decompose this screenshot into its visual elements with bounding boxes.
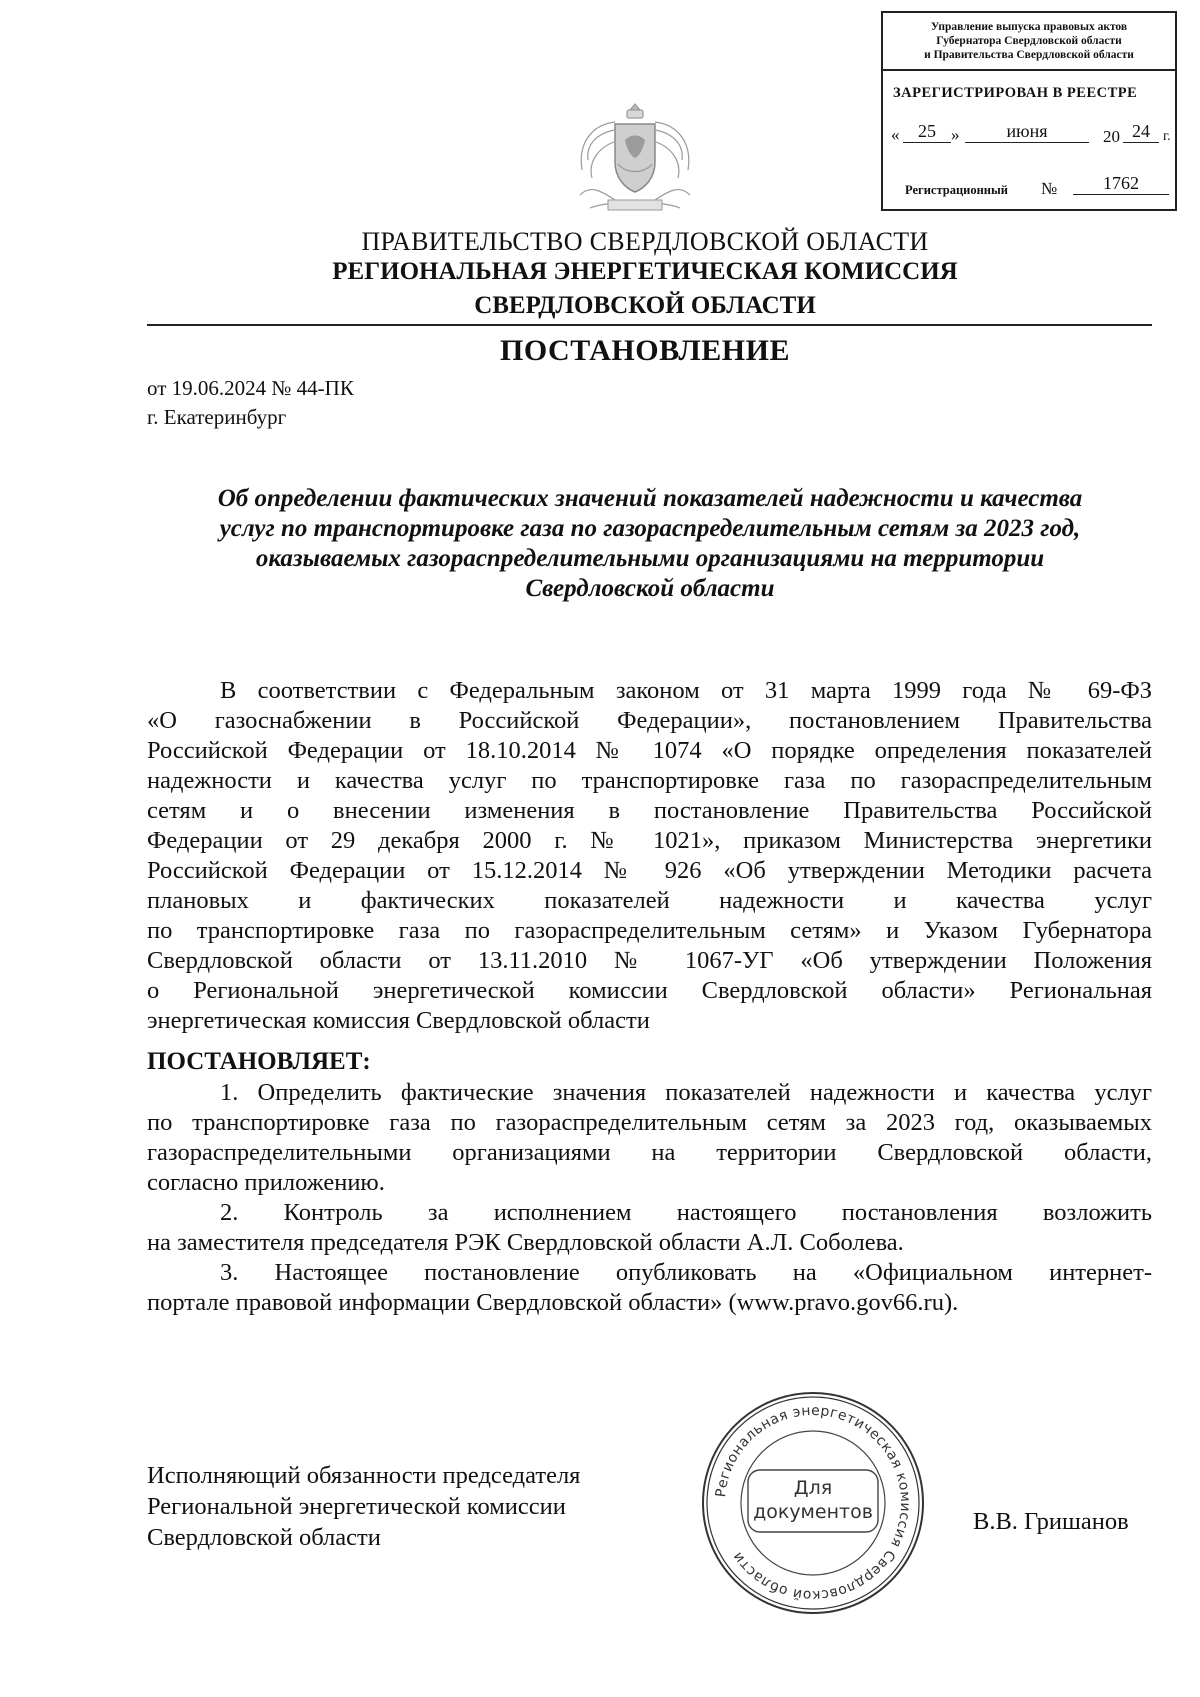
preamble-line: сетям и о внесении изменения в постановление Правительства Российской xyxy=(147,797,1152,824)
preamble-line: энергетическая комиссия Свердловской области xyxy=(147,1007,650,1034)
document-date-number: от 19.06.2024 № 44-ПК xyxy=(147,376,354,400)
preamble xyxy=(147,676,1152,1036)
seal-center-line1: Для xyxy=(793,1477,833,1499)
preamble-line: о Региональной энергетической комиссии Свердловской области» Региональная xyxy=(147,977,1152,1004)
preamble-line: по транспортировке газа по газораспределительным сетям» и Указом Губернатора xyxy=(147,917,1152,944)
signatory-name: В.В. Гришанов xyxy=(973,1508,1129,1535)
preamble-line: Федерации от 29 декабря 2000 г. № 1021», приказом Министерства энергетики xyxy=(147,827,1152,854)
preamble-line: Свердловской области от 13.11.2010 № 1067-УГ «Об утверждении Положения xyxy=(147,947,1152,974)
document-city: г. Екатеринбург xyxy=(147,405,287,429)
preamble-line: плановых и фактических показателей надежности и качества услуг xyxy=(147,887,1152,914)
registration-status: ЗАРЕГИСТРИРОВАН В РЕЕСТРЕ xyxy=(893,85,1138,101)
preamble-line: надежности и качества услуг по транспортировке газа по газораспределительным xyxy=(147,767,1152,794)
resolve-heading: ПОСТАНОВЛЯЕТ: xyxy=(147,1048,371,1075)
subject-line: Об определении фактических значений показателей надежности и качества xyxy=(217,485,1083,512)
commission-name-line1: РЕГИОНАЛЬНАЯ ЭНЕРГЕТИЧЕСКАЯ КОМИССИЯ xyxy=(332,258,958,285)
registration-number-label: Регистрационный xyxy=(905,183,1008,197)
registration-month: июня xyxy=(965,121,1089,143)
registration-authority-line: и Правительства Свердловской области xyxy=(924,49,1134,61)
official-seal xyxy=(700,1390,926,1616)
registration-year-prefix: 20 xyxy=(1103,127,1120,146)
preamble-line: Российской Федерации от 18.10.2014 № 1074 «О порядке определения показателей xyxy=(147,737,1152,764)
quote-close: » xyxy=(951,125,960,144)
registration-authority-line: Губернатора Свердловской области xyxy=(936,35,1122,47)
subject-line: оказываемых газораспределительными организациями на территории xyxy=(255,545,1045,572)
item-1 xyxy=(147,1078,1152,1198)
signatory-position-line: Свердловской области xyxy=(147,1524,381,1551)
document-type: ПОСТАНОВЛЕНИЕ xyxy=(500,334,790,367)
registration-number-sign: № xyxy=(1041,179,1058,198)
registration-year-unit: г. xyxy=(1163,129,1171,144)
item-line: 2. Контроль за исполнением настоящего постановления возложить xyxy=(220,1199,1152,1226)
item-line: портале правовой информации Свердловской области» (www.pravo.gov66.ru). xyxy=(147,1289,959,1316)
document-subject xyxy=(155,484,1145,604)
item-2 xyxy=(147,1198,1152,1258)
item-line: на заместителя председателя РЭК Свердловской области А.Л. Соболева. xyxy=(147,1229,904,1256)
header-divider xyxy=(147,324,1152,326)
item-line: газораспределительными организациями на территории Свердловской области, xyxy=(147,1139,1152,1166)
signatory-position xyxy=(147,1460,580,1553)
preamble-line: Российской Федерации от 15.12.2014 № 926 «Об утверждении Методики расчета xyxy=(147,857,1152,884)
registration-date xyxy=(891,121,1173,151)
seal-center-line2: документов xyxy=(753,1501,873,1523)
commission-name-line2: СВЕРДЛОВСКОЙ ОБЛАСТИ xyxy=(474,292,816,319)
registration-authority xyxy=(883,13,1175,71)
registration-stamp-box xyxy=(881,11,1177,211)
item-line: согласно приложению. xyxy=(147,1169,385,1196)
preamble-line: «О газоснабжении в Российской Федерации», постановлением Правительства xyxy=(147,707,1152,734)
quote-open: « xyxy=(891,125,900,144)
registration-number: 1762 xyxy=(1073,173,1169,195)
subject-line: Свердловской области xyxy=(525,575,775,602)
signatory-position-line: Региональной энергетической комиссии xyxy=(147,1493,566,1520)
registration-day: 25 xyxy=(903,121,951,143)
seal-ring-text: Региональная энергетическая комиссия Свердловской области xyxy=(713,1402,914,1604)
preamble-line: В соответствии с Федеральным законом от 31 марта 1999 года № 69-ФЗ xyxy=(220,677,1152,704)
subject-line: услуг по транспортировке газа по газораспределительным сетям за 2023 год, xyxy=(219,515,1081,542)
item-line: 3. Настоящее постановление опубликовать на «Официальном интернет- xyxy=(220,1259,1152,1286)
registration-authority-line: Управление выпуска правовых актов xyxy=(930,21,1128,33)
item-3 xyxy=(147,1258,1152,1318)
coat-of-arms-icon xyxy=(570,100,700,218)
registration-year-suffix: 24 xyxy=(1123,121,1159,143)
item-line: по транспортировке газа по газораспределительным сетям за 2023 год, оказываемых xyxy=(147,1109,1152,1136)
government-name: ПРАВИТЕЛЬСТВО СВЕРДЛОВСКОЙ ОБЛАСТИ xyxy=(361,227,929,256)
item-line: 1. Определить фактические значения показателей надежности и качества услуг xyxy=(220,1079,1152,1106)
signatory-position-line: Исполняющий обязанности председателя xyxy=(147,1462,581,1489)
